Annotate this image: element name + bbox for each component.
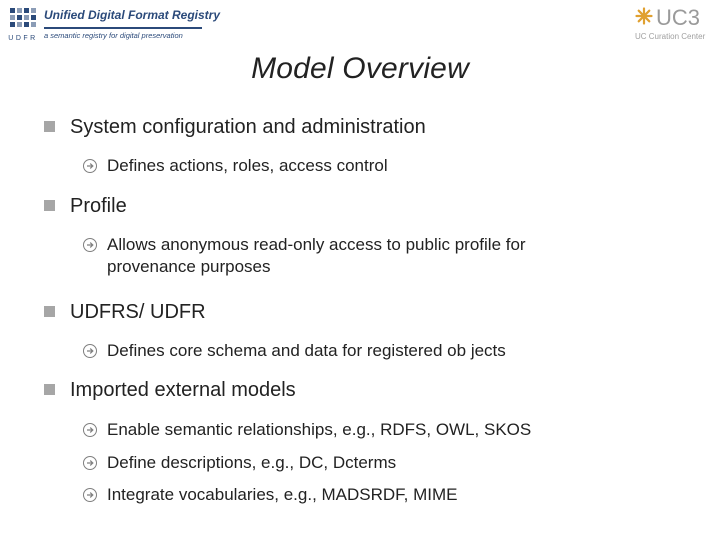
bullet-text: UDFRS/ UDFR (70, 301, 206, 323)
uc3-subtitle: UC Curation Center (635, 32, 706, 41)
sub-bullet-text: Define descriptions, e.g., DC, Dcterms (107, 453, 397, 472)
bullet-text: System configuration and administration (70, 116, 426, 138)
registry-subtitle: a semantic registry for digital preservation (44, 31, 183, 40)
bullet-item (44, 115, 426, 139)
sub-bullet-text: Enable semantic relationships, e.g., RDFS, OWL, SKOS (107, 420, 532, 439)
slide-title: Model Overview (251, 52, 469, 85)
svg-text:UDFR: UDFR (8, 35, 38, 42)
uc3-logo-text: UC3 (656, 5, 701, 30)
bullet-text: Profile (70, 195, 127, 217)
registry-title: Unified Digital Format Registry (44, 8, 221, 22)
sub-bullet-item (82, 484, 627, 506)
arrow-circle-icon (82, 455, 98, 471)
bullet-item (44, 194, 127, 218)
arrow-circle-icon (82, 422, 98, 438)
square-bullet-icon (44, 121, 55, 132)
bullet-item (44, 378, 296, 402)
sub-bullet-text: Defines actions, roles, access control (107, 156, 388, 175)
arrow-circle-icon (82, 343, 98, 359)
sub-bullet-item (82, 452, 627, 474)
square-bullet-icon (44, 384, 55, 395)
sub-bullet-item (82, 419, 627, 441)
arrow-circle-icon (82, 237, 98, 253)
square-bullet-icon (44, 306, 55, 317)
sub-bullet-item (82, 155, 627, 177)
sub-bullet-text: Integrate vocabularies, e.g., MADSRDF, MIME (107, 485, 458, 504)
arrow-circle-icon (82, 487, 98, 503)
arrow-circle-icon (82, 158, 98, 174)
sub-bullet-text: Defines core schema and data for registered ob jects (107, 341, 506, 360)
sub-bullet-item (82, 234, 617, 278)
square-bullet-icon (44, 200, 55, 211)
bullet-item (44, 300, 206, 324)
sub-bullet-text: Allows anonymous read-only access to public profile for provenance purposes (107, 235, 526, 276)
bullet-text: Imported external models (70, 379, 296, 401)
sub-bullet-item (82, 340, 627, 362)
